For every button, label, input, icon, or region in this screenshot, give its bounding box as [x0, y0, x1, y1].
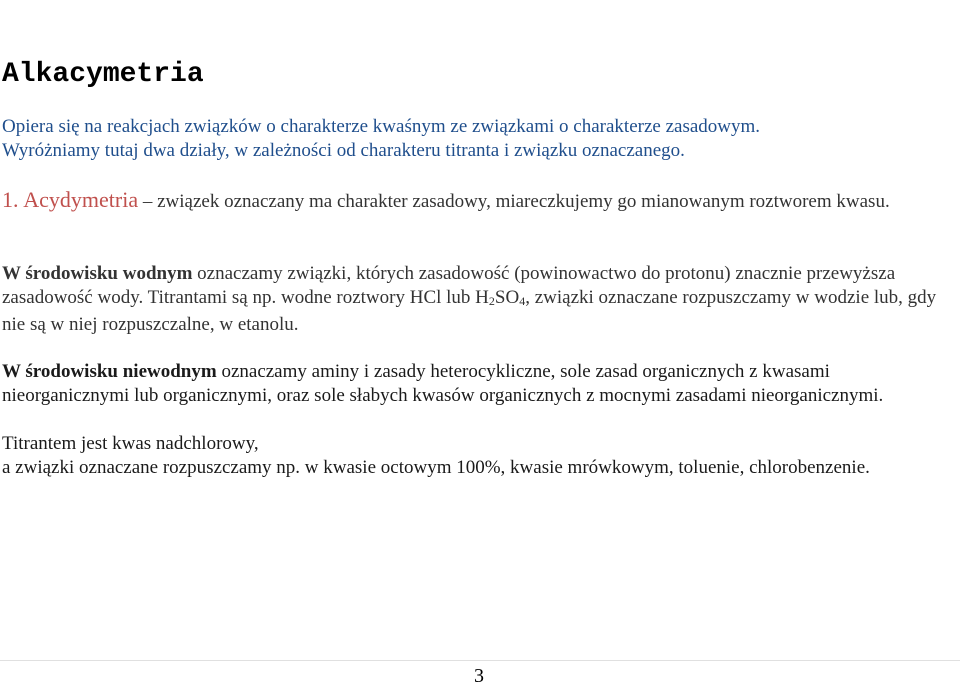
aqueous-heading: W środowisku wodnym	[2, 263, 193, 284]
aqueous-subscript-1: 2	[488, 294, 495, 308]
nonaqueous-heading: W środowisku niewodnym	[2, 361, 217, 382]
section-description: związek oznaczany ma charakter zasadowy, miareczkujemy go mianowanym roztworem kwasu.	[157, 191, 890, 212]
page-number: 3	[474, 665, 484, 687]
section-dash: –	[138, 191, 158, 212]
aqueous-text-3: , związki oznaczane rozpuszczamy w wodzie lub, gdy nie są w niej rozpuszczalne, w etanolu.	[2, 287, 937, 335]
acydymetria-section	[2, 187, 952, 215]
aqueous-paragraph	[2, 262, 957, 337]
intro-line-2: Wyróżniamy tutaj dwa działy, w zależności od charakteru titranta i związku oznaczanego.	[2, 140, 685, 161]
section-number: 1.	[2, 187, 19, 212]
aqueous-text-2: SO	[494, 287, 520, 308]
section-term: Acydymetria	[23, 187, 139, 212]
nonaqueous-paragraph	[2, 360, 957, 408]
aqueous-text-1: oznaczamy związki, których zasadowość (powinowactwo do protonu) znacznie przewyższa zasadowość wody. Titrantami są np. wodne roztwory HCl lub H	[2, 263, 896, 308]
aqueous-subscript-2: 4	[519, 294, 526, 308]
nonaqueous-text: oznaczamy aminy i zasady heterocykliczne, sole zasad organicznych z kwasami nieorganicznymi lub organicznymi, oraz sole słabych kwasów organicznych z mocnymi zasadami nieorganicznymi.	[2, 361, 884, 406]
footer-divider	[0, 660, 960, 661]
page-title: Alkacymetria	[2, 59, 204, 90]
intro-paragraph	[2, 115, 952, 163]
intro-line-1: Opiera się na reakcjach związków o charakterze kwaśnym ze związkami o charakterze zasadowym.	[2, 116, 761, 137]
solvents-line: a związki oznaczane rozpuszczamy np. w kwasie octowym 100%, kwasie mrówkowym, toluenie, chlorobenzenie.	[2, 457, 870, 478]
titrant-line: Titrantem jest kwas nadchlorowy,	[2, 433, 259, 454]
